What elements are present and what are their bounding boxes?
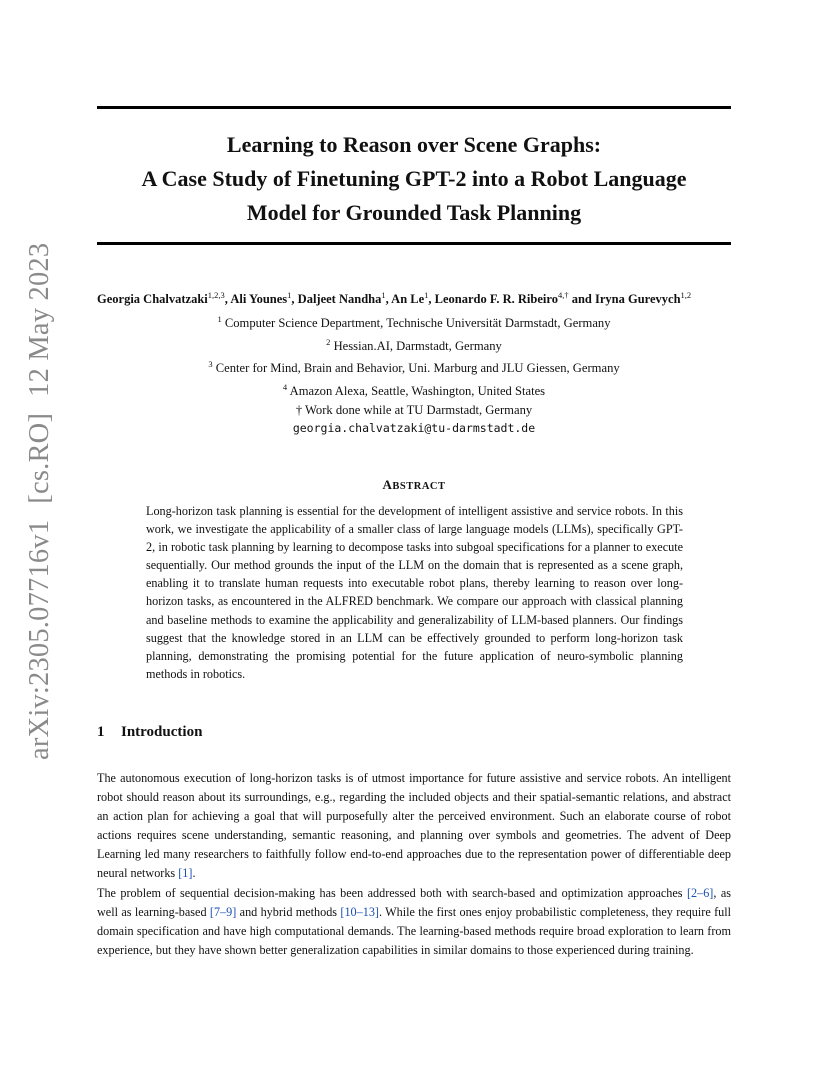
author-email[interactable]: georgia.chalvatzaki@tu-darmstadt.de	[292, 421, 536, 436]
abstract-heading: ABSTRACT	[382, 477, 446, 492]
author: Daljeet Nandha$^1$,	[297, 290, 392, 307]
affiliation: $^2$ Hessian.AI, Darmstadt, Germany	[326, 336, 502, 353]
paper-title	[97, 128, 731, 230]
title-top-rule	[97, 106, 731, 109]
author: An Le$^1$,	[391, 290, 435, 307]
arxiv-stamp	[24, 227, 56, 760]
affiliation: $^3$ Center for Mind, Brain and Behavior, Uni. Marburg and JLU Giessen, Germany	[208, 359, 620, 376]
affiliation: $^4$ Amazon Alexa, Seattle, Washington, United States	[282, 382, 546, 399]
affiliation: $^1$ Computer Science Department, Technische Universität Darmstadt, Germany	[217, 314, 611, 331]
citation-link[interactable]: [7–9]	[209, 904, 237, 919]
citation-link[interactable]: [2–6]	[686, 886, 714, 900]
author: Leonardo F. R. Ribeiro$^{4,\dagger}$ and	[434, 290, 595, 307]
arxiv-id: arXiv:2305.07716v1	[24, 519, 55, 760]
section-title: Introduction	[121, 724, 203, 740]
body-paragraph: The problem of sequential decision-making has been addressed both with search-based and optimization approaches [2–6], as well as learning-based [7–9] and hybrid methods [10–13]. While the first ones enjoy probabilistic completeness, they require full domain specification and have high computational demands. The learning-based methods require broad exploration to learn from experience, but they have shown better generalization capabilities in similar domains to those experienced during training.	[97, 886, 732, 957]
author-list	[97, 290, 797, 307]
title-bottom-rule	[97, 242, 731, 245]
title-line: A Case Study of Finetuning GPT-2 into a Robot Language	[141, 166, 687, 191]
body-paragraph: The autonomous execution of long-horizon tasks is of utmost importance for future assistive and service robots. An intelligent robot should reason about its surroundings, e.g., regarding the included objects and their spatial-semantic relations, and abstract an action plan for achieving a goal that will purposefully alter the perceived environment. Such an elaborate course of robot actions requires scene understanding, semantic reasoning, and planning over symbols and geometries. The advent of Deep Learning led many researchers to faithfully follow end-to-end approaches due to the representation power of differentiable deep neural networks [1].	[97, 771, 731, 880]
arxiv-category: [cs.RO]	[24, 412, 55, 504]
citation-link[interactable]: [1]	[178, 865, 193, 880]
arxiv-date: 12 May 2023	[24, 242, 55, 397]
section-number: 1	[97, 724, 105, 740]
author: Ali Younes$^1$,	[230, 290, 298, 307]
author: Iryna Gurevych$^{1,2}$	[594, 290, 692, 307]
affiliation-note: † Work done while at TU Darmstadt, Germany	[295, 402, 533, 417]
title-line: Model for Grounded Task Planning	[246, 200, 582, 225]
abstract-text: Long-horizon task planning is essential for the development of intelligent assistive and service robots. In this work, we investigate the applicability of a smaller class of large language models (LLMs), specifically GPT-2, in robotic task planning by learning to decompose tasks into subgoal specifications for a planner to execute sequentially. Our method grounds the input of the LLM on the domain that is represented as a scene graph, enabling it to translate human requests into executable robot plans, thereby learning to reason over long-horizon tasks, as encountered in the ALFRED benchmark. We compare our approach with classical planning and baseline methods to examine the applicability and generalizability of LLM-based planners. Our findings suggest that the knowledge stored in an LLM can be effectively grounded to perform long-horizon task planning, demonstrating the promising potential for the future application of neuro-symbolic planning methods in robotics.	[146, 504, 683, 681]
title-line: Learning to Reason over Scene Graphs:	[226, 132, 602, 157]
affiliations	[97, 310, 731, 438]
author: Georgia Chalvatzaki$^{1,2,3}$,	[97, 290, 231, 307]
section-heading	[97, 724, 202, 741]
citation-link[interactable]: [10–13]	[340, 904, 379, 919]
